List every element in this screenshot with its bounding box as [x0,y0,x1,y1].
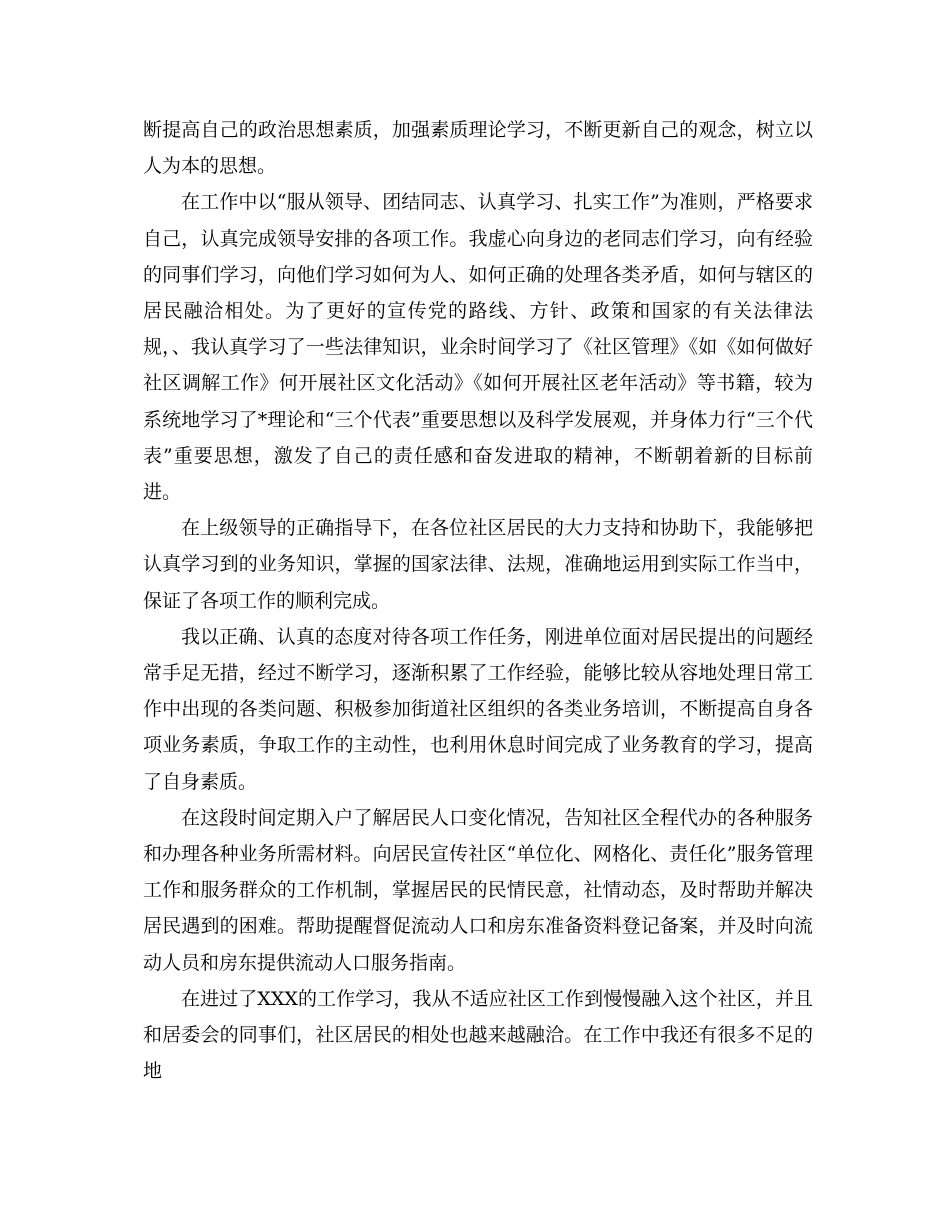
paragraph-2: 在工作中以“服从领导、团结同志、认真学习、扎实工作”为准则，严格要求自己，认真完成领导安排的各项工作。我虚心向身边的老同志们学习，向有经验的同事们学习，向他们学习如何为人、如何正确的处理各类矛盾，如何与辖区的居民融洽相处。为了更好的宣传党的路线、方针、政策和国家的有关法律法规，、我认真学习了一些法律知识，业余时间学习了《社区管理》《如《如何做好社区调解工作》何开展社区文化活动》《如何开展社区老年活动》等书籍，较为系统地学习了*理论和“三个代表”重要思想以及科学发展观，并身体力行“三个代表”重要思想，激发了自己的责任感和奋发进取的精神，不断朝着新的目标前进。 [143,191,813,504]
document-body [143,112,813,1089]
paragraph-3: 在上级领导的正确指导下，在各位社区居民的大力支持和协助下，我能够把认真学习到的业务知识，掌握的国家法律、法规，准确地运用到实际工作当中，保证了各项工作的顺利完成。 [143,517,813,612]
paragraph-6: 在进过了XXX的工作学习，我从不适应社区工作到慢慢融入这个社区，并且和居委会的同事们，社区居民的相处也越来越融洽。在工作中我还有很多不足的地 [143,987,813,1083]
paragraph-4: 我以正确、认真的态度对待各项工作任务，刚进单位面对居民提出的问题经常手足无措，经过不断学习，逐渐积累了工作经验，能够比较从容地处理日常工作中出现的各类问题、积极参加街道社区组织的各类业务培训，不断提高自身各项业务素质，争取工作的主动性，也利用休息时间完成了业务教育的学习，提高了自身素质。 [143,625,813,793]
paragraph-1: 断提高自己的政治思想素质，加强素质理论学习，不断更新自己的观念，树立以人为本的思想。 [143,119,813,178]
paragraph-5: 在这段时间定期入户了解居民人口变化情况，告知社区全程代办的各种服务和办理各种业务所需材料。向居民宣传社区“单位化、网格化、责任化”服务管理工作和服务群众的工作机制，掌握居民的民情民意，社情动态，及时帮助并解决居民遇到的困难。帮助提醒督促流动人口和房东准备资料登记备案，并及时向流动人员和房东提供流动人口服务指南。 [143,806,813,974]
